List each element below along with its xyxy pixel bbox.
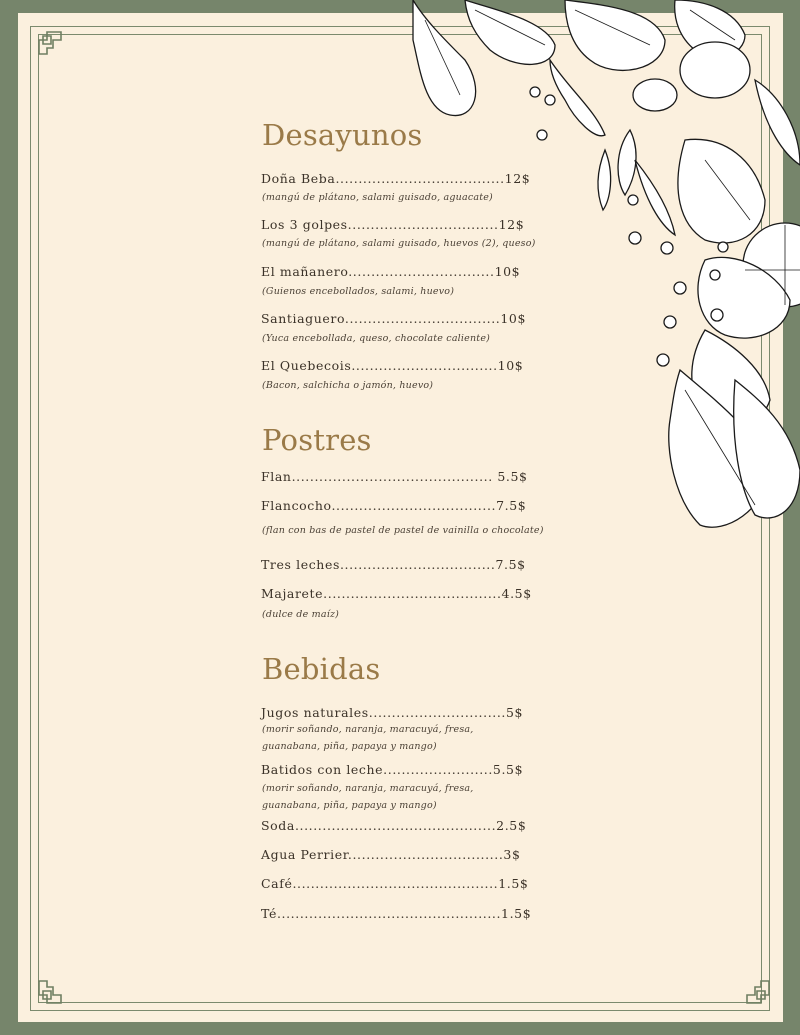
menu-item-description: (mangú de plátano, salami guisado, aguacate)	[262, 192, 493, 203]
menu-item-description: guanabana, piña, papaya y mango)	[262, 741, 437, 752]
corner-ornament-bottom-right	[733, 967, 771, 1005]
menu-item-flan: Flan............................................ 5.5$	[261, 469, 528, 484]
menu-item-description: (flan con bas de pastel de pastel de vainilla o chocolate)	[262, 525, 544, 536]
menu-item-description: guanabana, piña, papaya y mango)	[262, 800, 437, 811]
menu-item-te: Té.................................................1.5$	[261, 906, 532, 921]
menu-item-description: (dulce de maíz)	[262, 609, 340, 620]
section-title-postres: Postres	[262, 423, 372, 457]
menu-item-description: (Yuca encebollada, queso, chocolate caliente)	[262, 333, 491, 344]
menu-item-agua-perrier: Agua Perrier..................................3$	[261, 847, 521, 862]
menu-item-description: (Guienos encebollados, salami, huevo)	[262, 286, 455, 297]
menu-item-los-3-golpes: Los 3 golpes.................................12$	[261, 217, 525, 232]
section-title-bebidas: Bebidas	[262, 652, 381, 686]
menu-item-el-quebecois: El Quebecois................................10$	[261, 358, 524, 373]
menu-item-description: (Bacon, salchicha o jamón, huevo)	[262, 380, 434, 391]
section-title-desayunos: Desayunos	[262, 118, 423, 152]
corner-ornament-bottom-left	[37, 967, 75, 1005]
menu-item-santiaguero: Santiaguero..................................10$	[261, 311, 527, 326]
menu-item-jugos-naturales: Jugos naturales..............................5$	[261, 705, 524, 720]
menu-item-tres-leches: Tres leches..................................7.5$	[261, 557, 526, 572]
menu-item-flancocho: Flancocho....................................7.5$	[261, 498, 527, 513]
menu-item-cafe: Café.............................................1.5$	[261, 876, 529, 891]
menu-item-el-mananero: El mañanero................................10$	[261, 264, 521, 279]
menu-item-description: (morir soñando, naranja, maracuyá, fresa,	[262, 783, 474, 794]
menu-item-majarete: Majarete.......................................4.5$	[261, 586, 532, 601]
menu-item-soda: Soda............................................2.5$	[261, 818, 527, 833]
menu-item-description: (morir soñando, naranja, maracuyá, fresa,	[262, 724, 474, 735]
menu-item-batidos-con-leche: Batidos con leche........................5.5$	[261, 762, 524, 777]
menu-item-description: (mangú de plátano, salami guisado, huevos (2), queso)	[262, 238, 536, 249]
menu-item-dona-beba: Doña Beba.....................................12$	[261, 171, 531, 186]
corner-ornament-top-left	[37, 30, 75, 68]
